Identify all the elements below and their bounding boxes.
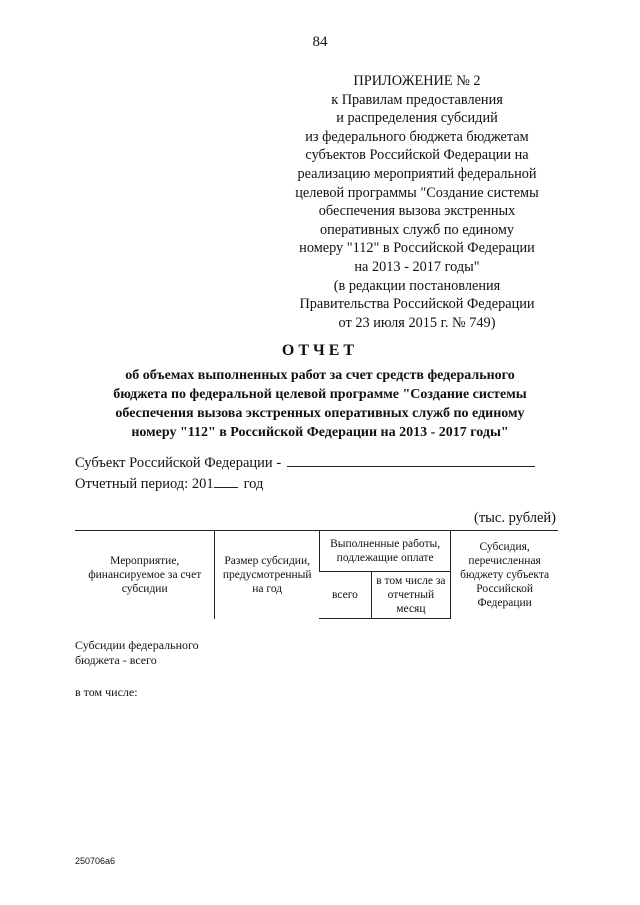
row-label-total-line: Субсидии федерального	[75, 638, 199, 652]
row-label-total-line: бюджета - всего	[75, 653, 157, 667]
page-number: 84	[312, 34, 328, 50]
report-subtitle-line: обеспечения вызова экстренных оперативных служб по единому	[115, 406, 525, 421]
appendix-line: субъектов Российской Федерации на	[305, 147, 529, 164]
period-label: Отчетный период: 201	[75, 476, 214, 492]
appendix-line: реализацию мероприятий федеральной	[297, 165, 537, 182]
report-subtitle-line: бюджета по федеральной целевой программе "Создание системы	[113, 387, 527, 402]
appendix-line: Правительства Российской Федерации	[299, 296, 535, 313]
header-activity: Мероприятие, финансируемое за счет субсидии	[75, 531, 215, 619]
appendix-line: ПРИЛОЖЕНИЕ № 2	[353, 73, 481, 89]
period-suffix: год	[243, 476, 264, 492]
subject-field	[75, 454, 535, 472]
appendix-line: целевой программы "Создание системы	[295, 184, 539, 201]
period-blank-line	[214, 475, 238, 488]
appendix-line: из федерального бюджета бюджетам	[305, 128, 529, 145]
header-subsidy-size: Размер субсидии, предусмотренный на год	[215, 531, 320, 619]
appendix-line: обеспечения вызова экстренных	[318, 203, 516, 220]
appendix-line: и распределения субсидий	[336, 110, 498, 127]
period-field	[75, 475, 263, 493]
appendix-line: на 2013 - 2017 годы"	[354, 258, 480, 275]
row-label-including: в том числе:	[75, 685, 138, 699]
row-label-total	[75, 638, 199, 668]
appendix-line: номеру "112" в Российской Федерации	[299, 240, 535, 257]
header-total: всего	[319, 572, 371, 619]
header-in-reporting-month: в том числе за отчетный месяц	[371, 572, 451, 619]
subject-blank-line	[287, 454, 535, 467]
report-table	[75, 530, 558, 619]
appendix-line: оперативных служб по единому	[319, 221, 515, 238]
header-performed-works: Выполненные работы, подлежащие оплате	[319, 531, 450, 572]
appendix-block	[262, 72, 572, 332]
report-subtitle	[60, 366, 580, 442]
units-label: (тыс. рублей)	[474, 510, 556, 526]
report-subtitle-line: номеру "112" в Российской Федерации на 2013 - 2017 годы"	[131, 425, 509, 440]
report-title: ОТЧЕТ	[281, 342, 359, 359]
appendix-line: (в редакции постановления	[333, 277, 501, 294]
subject-label: Субъект Российской Федерации -	[75, 455, 282, 471]
footer-code: 250706а6	[75, 856, 116, 866]
header-transferred-subsidy: Субсидия, перечисленная бюджету субъекта Российской Федерации	[451, 531, 558, 619]
appendix-line: от 23 июля 2015 г. № 749)	[338, 314, 496, 331]
report-subtitle-line: об объемах выполненных работ за счет средств федерального	[125, 368, 515, 383]
appendix-line: к Правилам предоставления	[331, 91, 503, 108]
